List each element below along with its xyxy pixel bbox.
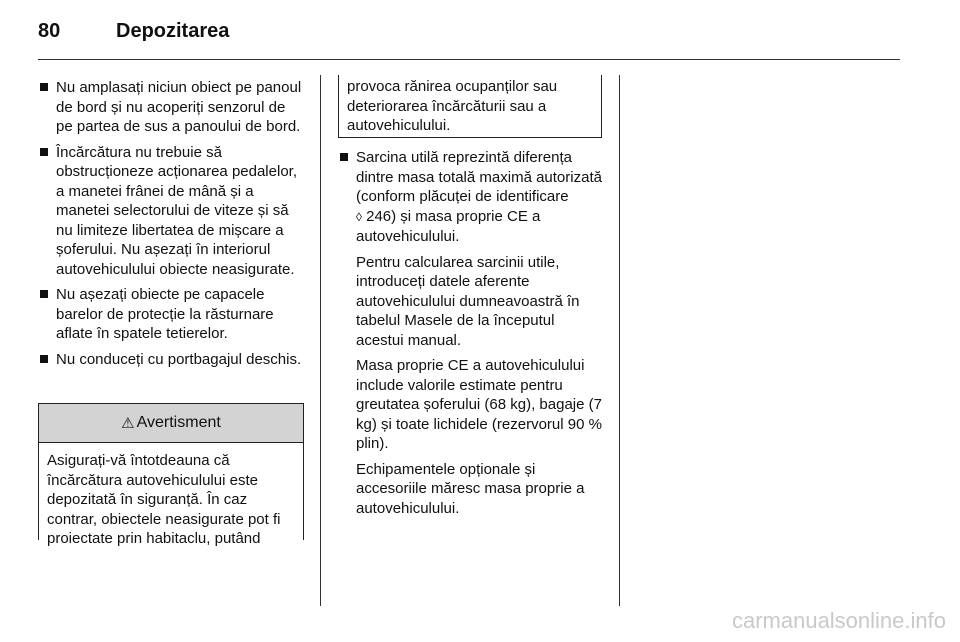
column-divider-1: [320, 75, 321, 606]
column-divider-2: [619, 75, 620, 606]
warning-triangle-icon: ⚠: [121, 415, 135, 432]
bullet-square-icon: [40, 83, 48, 91]
paragraph: Pentru calcularea sarcinii utile, introduceți datele aferente autovehiculului dumneavoastră în tabelul Masele de la începutul acestui manual.: [356, 253, 580, 349]
page-reference[interactable]: 246: [366, 207, 392, 225]
list-item-text: Nu conduceți cu portbagajul deschis.: [56, 350, 302, 368]
list-item-text-part: Sarcina utilă reprezintă diferența dintre masa totală maximă autorizată (conform plăcuței de identificare: [356, 149, 602, 205]
header-rule: [38, 59, 900, 60]
warning-header: [39, 404, 303, 443]
page-title: Depozitarea: [116, 20, 230, 42]
left-column: [38, 78, 306, 375]
list-item: [38, 350, 306, 370]
list-item: [38, 285, 306, 344]
list-item-text: Încărcătura nu trebuie să obstrucționeze acționarea pedalelor, a manetei frânei de mână și a manetei selectorului de viteze și să nu limiteze libertatea de mișcare a șoferului. Nu așezați în interiorul autovehiculului obiecte neasigurate.: [56, 143, 297, 278]
list-item-text-part: ) și masa proprie CE a autovehiculului.: [356, 207, 541, 245]
warning-text: Asigurați-vă întotdeauna că încărcătura autovehiculului este depozitată în siguranță. În caz contrar, obiectele neasigurate pot fi proiectate prin habitaclu, putând: [47, 452, 281, 547]
watermark: carmanualsonline.info: [731, 608, 946, 633]
warning-text-continued: provoca rănirea ocupanților sau deteriorarea încărcăturii sau a autovehiculului.: [347, 78, 558, 134]
list-item-text: Nu așezați obiecte pe capacele barelor de protecție la răsturnare aflate în spatele tetierelor.: [56, 286, 274, 342]
list-item: [38, 78, 306, 137]
bullet-square-icon: [40, 355, 48, 363]
middle-column: [338, 148, 606, 524]
bullet-square-icon: [340, 153, 348, 161]
paragraph: Echipamentele opționale și accesoriile măresc masa proprie a autovehiculului.: [356, 460, 585, 517]
arrow-ref-icon: ◊: [356, 209, 362, 224]
paragraph: Masa proprie CE a autovehiculului include valorile estimate pentru greutatea șoferului (68 kg), bagaje (7 kg) și toate lichidele (rezervorul 90 % plin).: [356, 357, 602, 452]
page-number: 80: [38, 20, 61, 42]
warning-box: [38, 403, 304, 547]
warning-box-continued: [338, 75, 602, 138]
bullet-square-icon: [40, 290, 48, 298]
bullet-square-icon: [40, 148, 48, 156]
list-item: [38, 143, 306, 280]
list-item: [338, 148, 606, 247]
list-item-text: Nu amplasați niciun obiect pe panoul de bord și nu acoperiți senzorul de pe partea de sus a panoului de bord.: [56, 79, 302, 135]
warning-title: Avertisment: [136, 414, 221, 431]
